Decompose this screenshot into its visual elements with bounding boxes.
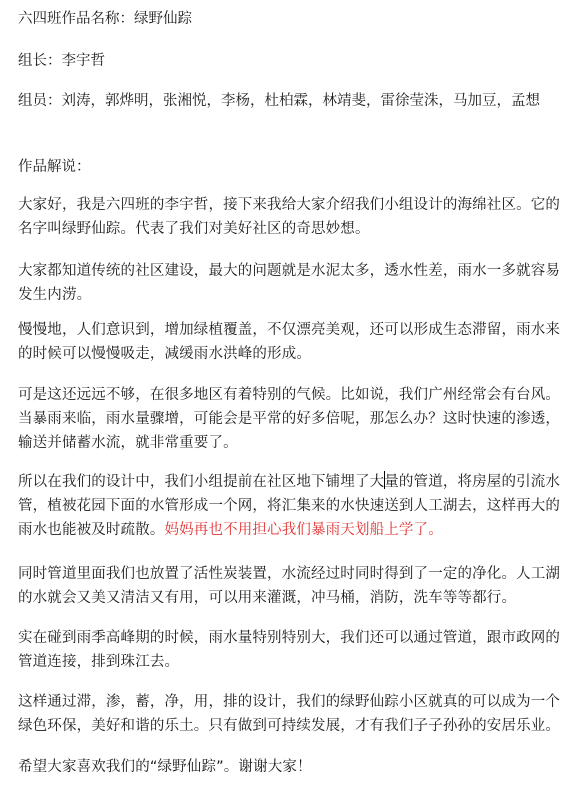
work-title: 六四班作品名称：绿野仙踪 bbox=[18, 11, 192, 27]
highlight-text: 妈妈再也不用担心我们暴雨天划船上学了。 bbox=[164, 522, 443, 538]
paragraph-design bbox=[18, 470, 574, 542]
paragraph-problem: 大家都知道传统的社区建设，最大的问题就是水泥太多，透水性差，雨水一多就容易发生内涝。 bbox=[18, 263, 561, 303]
design-text-after: 量的管道，将房屋的引流水管，植被花园下面的水管形成一个网，将汇集来的水快速送到人工湖去，这样再大的雨水也能被及时疏散。 bbox=[18, 474, 561, 538]
team-leader: 组长：李宇哲 bbox=[18, 53, 105, 69]
design-text-before: 所以在我们的设计中，我们小组提前在社区地下铺埋了大 bbox=[18, 474, 385, 490]
paragraph-green-cover: 慢慢地，人们意识到，增加绿植覆盖，不仅漂亮美观，还可以形成生态滞留，雨水来的时候可以慢慢吸走，减缓雨水洪峰的形成。 bbox=[18, 322, 561, 362]
paragraph-summary: 这样通过滞，渗，蓄，净，用，排的设计，我们的绿野仙踪小区就真的可以成为一个绿色环保，美好和谐的乐土。只有做到可持续发展，才有我们子子孙孙的安居乐业。 bbox=[18, 694, 561, 734]
section-heading: 作品解说： bbox=[18, 159, 91, 175]
paragraph-intro: 大家好，我是六四班的李宇哲，接下来我给大家介绍我们小组设计的海绵社区。它的名字叫绿野仙踪。代表了我们对美好社区的奇思妙想。 bbox=[18, 197, 561, 237]
team-members: 组员：刘涛，郭烨明，张湘悦，李杨，杜柏霖，林靖斐，雷徐莹洙，马加豆，孟想 bbox=[18, 93, 540, 109]
paragraph-peak-season: 实在碰到雨季高峰期的时候，雨水量特别特别大，我们还可以通过管道，跟市政网的管道连接，排到珠江去。 bbox=[18, 630, 561, 670]
paragraph-climate: 可是这还远远不够，在很多地区有着特别的气候。比如说，我们广州经常会有台风。当暴雨来临，雨水量骤增，可能会是平常的好多倍呢，那怎么办？这时快速的渗透，输送并储蓄水流，就非常重要了。 bbox=[18, 387, 561, 451]
paragraph-purification: 同时管道里面我们也放置了活性炭装置，水流经过时同时得到了一定的净化。人工湖的水就会又美又清洁又有用，可以用来灌溉，冲马桶，消防，洗车等等都行。 bbox=[18, 566, 561, 606]
paragraph-closing: 希望大家喜欢我们的“绿野仙踪”。谢谢大家！ bbox=[18, 759, 312, 775]
